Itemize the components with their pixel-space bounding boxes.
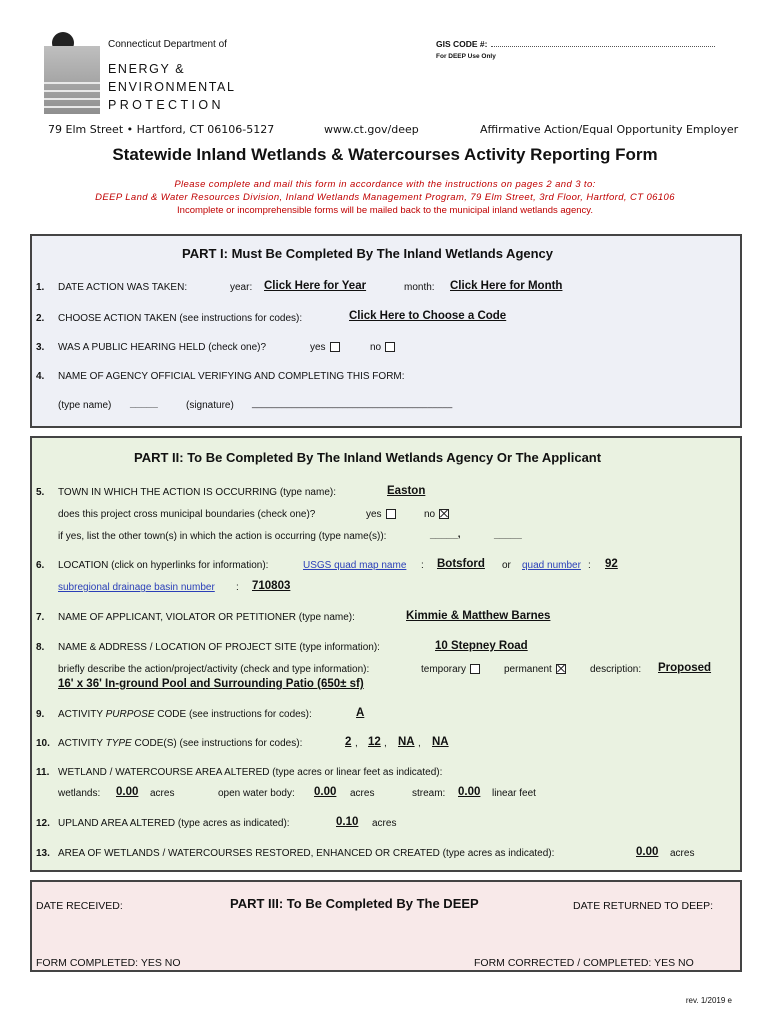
q11-linear-feet-unit: linear feet [492,788,536,799]
logo-emblem [44,46,100,114]
q5-yes: yes [366,509,396,520]
q5-town-field[interactable]: Easton [387,485,426,497]
q10-code-3[interactable]: NA [398,736,415,748]
q4-signature-line: ________________________________________ [252,398,453,408]
q10-label: ACTIVITY TYPE CODE(S) (see instructions for codes): [58,738,303,749]
q8-number: 8. [36,642,45,653]
q6-quad-field[interactable]: 92 [605,558,618,570]
q5-yes-checkbox[interactable] [386,509,396,519]
q11-acres-unit-2: acres [350,788,375,799]
q9-number: 9. [36,709,45,720]
q3-no: no [370,342,395,353]
part-2-section: PART II: To Be Completed By The Inland Wetlands Agency Or The Applicant 5. TOWN IN WHICH THE ACTION IS OCCURRING (type name): Easton does this project cross municipal boundaries (check one)? yes no if yes, list the other town(s) in which the action is occurring (type name(s)): _____, _____ 6. LOCATION (click on hyperlinks for information): USGS quad map name : Botsford or quad number : 92 subregional drainage basin number : 710803 7. NAME OF APPLICANT, VIOLATOR OR PETITIONER (type name): Kimmie & Matthew Barnes 8. NAME & ADDRESS / LOCATION OF PROJECT SITE (type information): 10 Stepney Road briefly describe the action/project/activity (check and type information): temporary permanent description: Proposed 16' x 36' In-ground Pool and Surrounding Patio (650± sf) 9. ACTIVITY PURPOSE CODE (see instructions for codes): A 10. ACTIVITY TYPE CODE(S) (see instructions for codes): 2 , 12 , NA , NA 11. WETLAND / WATERCOURSE AREA ALTERED (type acres or linear feet as indicated): wetlands: 0.00 acres open water body: 0.00 acres stream: 0.00 linear feet 12. UPLAND AREA ALTERED (type acres as indicated): 0.10 acres 13. AREA OF WETLANDS / WATERCOURSES RESTORED, ENHANCED OR CREATED (type acres as indicated): 0.00 acres [30,436,742,872]
q12-label: UPLAND AREA ALTERED (type acres as indicated): [58,818,290,829]
gis-code: GIS CODE #: [436,39,715,49]
part-1-section [30,234,742,428]
q11-stream-label: stream: [412,788,446,799]
q1-year-dropdown[interactable]: Click Here for Year [264,280,367,292]
q12-number: 12. [36,818,50,829]
deep-use-note: For DEEP Use Only [436,53,496,60]
q8-temporary-checkbox[interactable] [470,664,480,674]
q3-number: 3. [36,342,45,353]
q12-upland-field[interactable]: 0.10 [336,816,359,828]
date-received-label: DATE RECEIVED: [36,900,123,912]
q8-description-label: description: [590,664,642,675]
agency-name-small: Connecticut Department of [108,39,227,50]
q8-temporary: temporary [421,664,480,675]
gis-code-field[interactable] [491,39,715,47]
part-2-title: PART II: To Be Completed By The Inland Wetlands Agency Or The Applicant [134,450,602,465]
q4-number: 4. [36,371,45,382]
q11-wetlands-label: wetlands: [58,788,101,799]
q5-number: 5. [36,487,45,498]
q5-other-town-2[interactable]: _____ [494,529,522,540]
q6-number: 6. [36,560,45,571]
q11-label: WETLAND / WATERCOURSE AREA ALTERED (type acres or linear feet as indicated): [58,767,443,778]
q3-yes: yes [310,342,340,353]
q11-open-water-field[interactable]: 0.00 [314,786,337,798]
q1-month-dropdown[interactable]: Click Here for Month [450,280,563,292]
instructions-line-2: DEEP Land & Water Resources Division, Inland Wetlands Management Program, 79 Elm Street, 3rd Floor, Hartford, CT 06106 [95,192,675,203]
website[interactable]: www.ct.gov/deep [324,123,419,136]
instructions-line-3: Incomplete or incomprehensible forms will be mailed back to the municipal inland wetlands agency. [177,205,593,216]
q5-other-label: if yes, list the other town(s) in which the action is occurring (type name(s)): [58,531,387,542]
q11-acres-unit-1: acres [150,788,175,799]
form-corrected-label: FORM CORRECTED / COMPLETED: YES NO [474,957,694,969]
q5-label: TOWN IN WHICH THE ACTION IS OCCURRING (type name): [58,487,336,498]
q4-signature-label: (signature) [186,400,234,411]
q3-no-checkbox[interactable] [385,342,395,352]
part-3-section [30,880,742,972]
employer-note: Affirmative Action/Equal Opportunity Employer [480,123,739,136]
q5-other-town-1[interactable]: _____, [430,529,461,540]
q10-number: 10. [36,738,50,749]
address: 79 Elm Street • Hartford, CT 06106-5127 [48,123,275,136]
q8-label: NAME & ADDRESS / LOCATION OF PROJECT SITE (type information): [58,642,380,653]
deep-logo [44,32,234,114]
q8-describe-label: briefly describe the action/project/activity (check and type information): [58,664,370,675]
date-returned-label: DATE RETURNED TO DEEP: [573,900,714,912]
q3-yes-checkbox[interactable] [330,342,340,352]
q11-open-water-label: open water body: [218,788,295,799]
q1-number: 1. [36,282,45,293]
q3-label: WAS A PUBLIC HEARING HELD (check one)? [58,342,267,353]
part-1-title: PART I: Must Be Completed By The Inland Wetlands Agency [182,246,554,261]
agency-line-3: PROTECTION [108,98,224,112]
q8-description-field-2[interactable]: 16' x 36' In-ground Pool and Surrounding Patio (650± sf) [58,678,364,690]
q5-cross-label: does this project cross municipal boundaries (check one)? [58,509,316,520]
q5-no-checkbox[interactable] [439,509,449,519]
q1-year-label: year: [230,282,253,293]
q13-label: AREA OF WETLANDS / WATERCOURSES RESTORED, ENHANCED OR CREATED (type acres as indicated): [58,848,555,859]
q13-number: 13. [36,848,50,859]
q1-month-label: month: [404,282,435,293]
q1-label: DATE ACTION WAS TAKEN: [58,282,188,293]
q10-code-4[interactable]: NA [432,736,449,748]
form-completed-label: FORM COMPLETED: YES NO [36,957,181,969]
q6-basin-link[interactable]: subregional drainage basin number [58,582,215,593]
q9-purpose-field[interactable]: A [356,707,365,719]
instructions-line-1: Please complete and mail this form in accordance with the instructions on pages 2 and 3 to: [174,179,596,190]
q8-permanent-checkbox[interactable] [556,664,566,674]
q9-label: ACTIVITY PURPOSE CODE (see instructions for codes): [58,709,312,720]
q13-restored-field[interactable]: 0.00 [636,846,659,858]
agency-line-1: ENERGY & [108,62,186,76]
q6-label: LOCATION (click on hyperlinks for information): [58,560,269,571]
q12-acres-unit: acres [372,818,397,829]
q10-code-1[interactable]: 2 [345,736,352,748]
q8-permanent: permanent [504,664,566,675]
form-title: Statewide Inland Wetlands & Watercourses Activity Reporting Form [112,145,658,164]
q4-type-name-label: (type name) [58,400,112,411]
q2-label: CHOOSE ACTION TAKEN (see instructions for codes): [58,313,303,324]
q2-number: 2. [36,313,45,324]
q11-wetlands-field[interactable]: 0.00 [116,786,139,798]
part-3-title: PART III: To Be Completed By The DEEP [230,896,479,911]
q8-description-field-1[interactable]: Proposed [658,662,712,674]
q7-label: NAME OF APPLICANT, VIOLATOR OR PETITIONER (type name): [58,612,355,623]
agency-line-2: ENVIRONMENTAL [108,80,236,94]
q4-type-name-field[interactable]: _____ [130,398,158,409]
q6-quad-link[interactable]: quad number [522,560,581,571]
q8-site-field[interactable]: 10 Stepney Road [435,640,528,652]
q5-no: no [424,509,449,520]
q11-number: 11. [36,767,50,778]
q4-label: NAME OF AGENCY OFFICIAL VERIFYING AND COMPLETING THIS FORM: [58,371,405,382]
revision-note: rev. 1/2019 e [685,996,732,1005]
q11-stream-field[interactable]: 0.00 [458,786,481,798]
q13-acres-unit: acres [670,848,695,859]
q7-applicant-field[interactable]: Kimmie & Matthew Barnes [406,610,551,622]
q6-usgs-link[interactable]: USGS quad map name [303,560,407,571]
q6-usgs-field[interactable]: Botsford [437,558,485,570]
q7-number: 7. [36,612,45,623]
q6-basin-field[interactable]: 710803 [252,580,291,592]
q6-or: or [502,560,511,571]
q10-code-2[interactable]: 12 [368,736,381,748]
q2-action-dropdown[interactable]: Click Here to Choose a Code [349,310,507,322]
